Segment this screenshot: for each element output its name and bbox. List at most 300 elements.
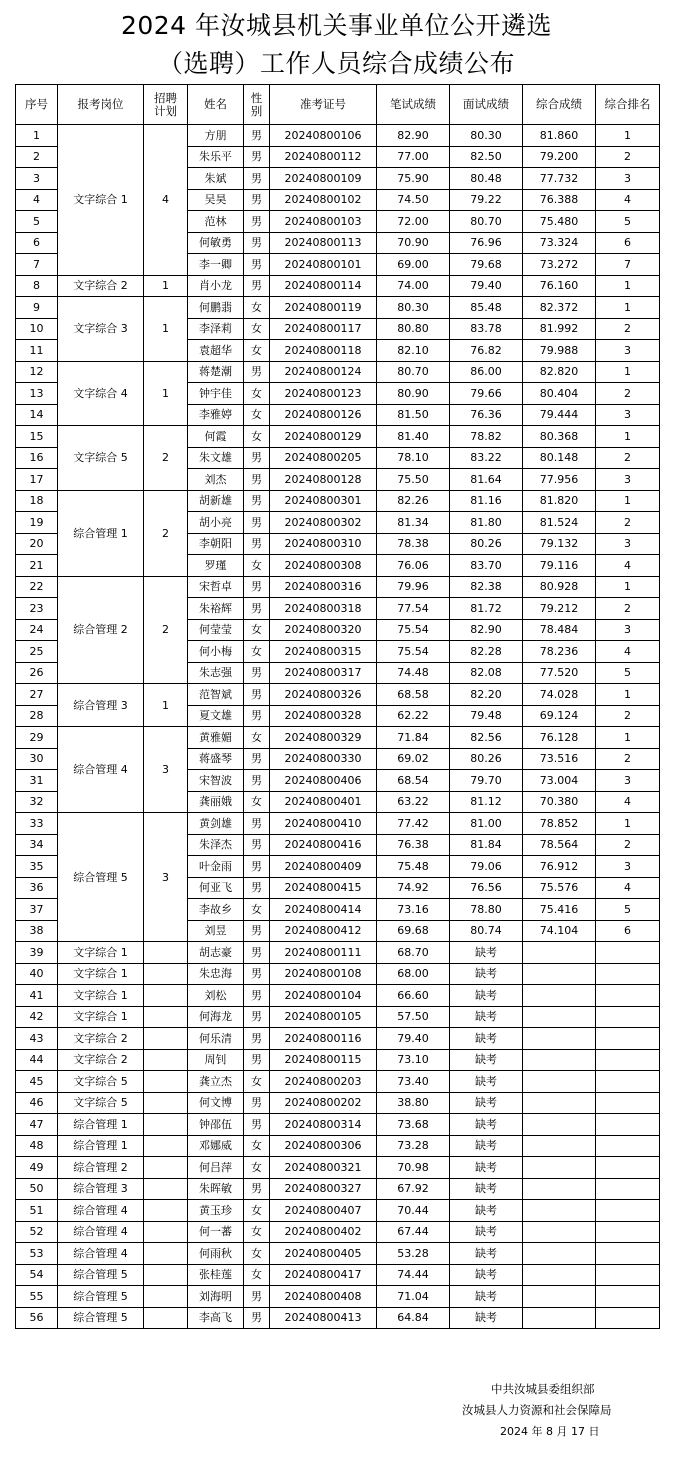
cell-post: 文字综合 1 bbox=[58, 125, 144, 276]
cell-rank bbox=[596, 1135, 660, 1157]
table-row bbox=[16, 1114, 660, 1136]
cell-sex: 男 bbox=[244, 125, 270, 147]
cell-no: 38 bbox=[16, 920, 58, 942]
cell-interview: 缺考 bbox=[450, 1178, 523, 1200]
cell-name: 何文博 bbox=[188, 1092, 244, 1114]
cell-total: 77.732 bbox=[523, 168, 596, 190]
cell-written: 68.54 bbox=[377, 770, 450, 792]
cell-plan bbox=[144, 1114, 188, 1136]
cell-total: 70.380 bbox=[523, 791, 596, 813]
cell-name: 邓娜威 bbox=[188, 1135, 244, 1157]
cell-plan: 1 bbox=[144, 275, 188, 297]
cell-rank: 3 bbox=[596, 168, 660, 190]
cell-rank bbox=[596, 1286, 660, 1308]
table-row bbox=[16, 576, 660, 598]
cell-rank: 1 bbox=[596, 490, 660, 512]
cell-post: 综合管理 4 bbox=[58, 1243, 144, 1265]
cell-name: 范林 bbox=[188, 211, 244, 233]
cell-name: 何亚飞 bbox=[188, 877, 244, 899]
cell-no: 5 bbox=[16, 211, 58, 233]
cell-name: 黄玉珍 bbox=[188, 1200, 244, 1222]
cell-written: 71.84 bbox=[377, 727, 450, 749]
cell-rank: 3 bbox=[596, 856, 660, 878]
cell-written: 70.44 bbox=[377, 1200, 450, 1222]
cell-rank: 1 bbox=[596, 813, 660, 835]
cell-total: 73.516 bbox=[523, 748, 596, 770]
cell-written: 69.00 bbox=[377, 254, 450, 276]
cell-written: 78.38 bbox=[377, 533, 450, 555]
cell-exam-id: 20240800112 bbox=[270, 146, 377, 168]
cell-rank bbox=[596, 1200, 660, 1222]
cell-name: 李朝阳 bbox=[188, 533, 244, 555]
table-row bbox=[16, 1264, 660, 1286]
cell-sex: 男 bbox=[244, 254, 270, 276]
cell-written: 62.22 bbox=[377, 705, 450, 727]
cell-rank bbox=[596, 963, 660, 985]
cell-total bbox=[523, 1049, 596, 1071]
col-header-no: 序号 bbox=[16, 85, 58, 125]
cell-post: 综合管理 5 bbox=[58, 1307, 144, 1329]
table-body bbox=[16, 125, 660, 1329]
cell-post: 综合管理 1 bbox=[58, 1135, 144, 1157]
cell-sex: 男 bbox=[244, 877, 270, 899]
table-row bbox=[16, 1049, 660, 1071]
cell-sex: 女 bbox=[244, 1135, 270, 1157]
cell-total bbox=[523, 1286, 596, 1308]
cell-written: 81.40 bbox=[377, 426, 450, 448]
cell-post: 文字综合 4 bbox=[58, 361, 144, 426]
cell-total bbox=[523, 1157, 596, 1179]
cell-written: 75.50 bbox=[377, 469, 450, 491]
cell-interview: 缺考 bbox=[450, 942, 523, 964]
cell-rank: 3 bbox=[596, 533, 660, 555]
cell-total bbox=[523, 1307, 596, 1329]
cell-exam-id: 20240800103 bbox=[270, 211, 377, 233]
cell-sex: 男 bbox=[244, 856, 270, 878]
cell-written: 80.80 bbox=[377, 318, 450, 340]
cell-total bbox=[523, 1135, 596, 1157]
cell-total: 76.912 bbox=[523, 856, 596, 878]
cell-name: 朱忠海 bbox=[188, 963, 244, 985]
cell-post: 综合管理 4 bbox=[58, 1200, 144, 1222]
cell-rank: 5 bbox=[596, 211, 660, 233]
cell-no: 44 bbox=[16, 1049, 58, 1071]
cell-sex: 男 bbox=[244, 361, 270, 383]
cell-no: 6 bbox=[16, 232, 58, 254]
cell-no: 12 bbox=[16, 361, 58, 383]
cell-rank: 5 bbox=[596, 899, 660, 921]
col-header-written: 笔试成绩 bbox=[377, 85, 450, 125]
cell-interview: 79.06 bbox=[450, 856, 523, 878]
cell-name: 夏文雄 bbox=[188, 705, 244, 727]
cell-interview: 81.00 bbox=[450, 813, 523, 835]
cell-name: 何霞 bbox=[188, 426, 244, 448]
cell-interview: 81.16 bbox=[450, 490, 523, 512]
cell-plan: 2 bbox=[144, 426, 188, 491]
cell-interview: 82.20 bbox=[450, 684, 523, 706]
cell-interview: 83.70 bbox=[450, 555, 523, 577]
cell-post: 文字综合 5 bbox=[58, 1092, 144, 1114]
table-row bbox=[16, 813, 660, 835]
cell-interview: 79.22 bbox=[450, 189, 523, 211]
cell-written: 81.50 bbox=[377, 404, 450, 426]
cell-name: 宋哲卓 bbox=[188, 576, 244, 598]
cell-rank bbox=[596, 1264, 660, 1286]
cell-name: 李一卿 bbox=[188, 254, 244, 276]
cell-no: 41 bbox=[16, 985, 58, 1007]
cell-sex: 男 bbox=[244, 275, 270, 297]
cell-name: 方朋 bbox=[188, 125, 244, 147]
cell-interview: 82.38 bbox=[450, 576, 523, 598]
cell-written: 74.00 bbox=[377, 275, 450, 297]
table-row bbox=[16, 1178, 660, 1200]
cell-post: 文字综合 1 bbox=[58, 1006, 144, 1028]
cell-exam-id: 20240800318 bbox=[270, 598, 377, 620]
cell-total bbox=[523, 1221, 596, 1243]
cell-plan bbox=[144, 1028, 188, 1050]
cell-exam-id: 20240800126 bbox=[270, 404, 377, 426]
cell-sex: 男 bbox=[244, 1049, 270, 1071]
cell-post: 文字综合 5 bbox=[58, 1071, 144, 1093]
cell-interview: 78.82 bbox=[450, 426, 523, 448]
table-row bbox=[16, 1135, 660, 1157]
cell-rank: 4 bbox=[596, 189, 660, 211]
cell-no: 29 bbox=[16, 727, 58, 749]
cell-total: 78.236 bbox=[523, 641, 596, 663]
table-row bbox=[16, 1006, 660, 1028]
cell-written: 69.02 bbox=[377, 748, 450, 770]
cell-sex: 男 bbox=[244, 490, 270, 512]
table-row bbox=[16, 297, 660, 319]
cell-exam-id: 20240800115 bbox=[270, 1049, 377, 1071]
cell-plan: 4 bbox=[144, 125, 188, 276]
cell-sex: 男 bbox=[244, 684, 270, 706]
cell-interview: 缺考 bbox=[450, 1092, 523, 1114]
cell-rank: 3 bbox=[596, 404, 660, 426]
cell-plan: 1 bbox=[144, 361, 188, 426]
cell-name: 朱斌 bbox=[188, 168, 244, 190]
table-row bbox=[16, 1200, 660, 1222]
cell-interview: 85.48 bbox=[450, 297, 523, 319]
cell-no: 49 bbox=[16, 1157, 58, 1179]
cell-rank: 5 bbox=[596, 662, 660, 684]
cell-rank: 4 bbox=[596, 555, 660, 577]
cell-post: 综合管理 5 bbox=[58, 813, 144, 942]
cell-interview: 79.40 bbox=[450, 275, 523, 297]
cell-no: 2 bbox=[16, 146, 58, 168]
cell-name: 刘松 bbox=[188, 985, 244, 1007]
table-row bbox=[16, 1092, 660, 1114]
cell-exam-id: 20240800119 bbox=[270, 297, 377, 319]
cell-plan bbox=[144, 1092, 188, 1114]
cell-plan bbox=[144, 1049, 188, 1071]
cell-exam-id: 20240800109 bbox=[270, 168, 377, 190]
cell-name: 黄雅媚 bbox=[188, 727, 244, 749]
cell-total: 81.860 bbox=[523, 125, 596, 147]
cell-exam-id: 20240800310 bbox=[270, 533, 377, 555]
table-row bbox=[16, 1221, 660, 1243]
cell-written: 82.90 bbox=[377, 125, 450, 147]
cell-interview: 缺考 bbox=[450, 1286, 523, 1308]
cell-written: 66.60 bbox=[377, 985, 450, 1007]
cell-no: 15 bbox=[16, 426, 58, 448]
cell-sex: 男 bbox=[244, 1307, 270, 1329]
col-header-interview: 面试成绩 bbox=[450, 85, 523, 125]
cell-sex: 女 bbox=[244, 791, 270, 813]
cell-total: 79.116 bbox=[523, 555, 596, 577]
cell-plan bbox=[144, 1221, 188, 1243]
cell-total bbox=[523, 1006, 596, 1028]
cell-post: 综合管理 2 bbox=[58, 576, 144, 684]
cell-written: 77.54 bbox=[377, 598, 450, 620]
cell-total: 74.028 bbox=[523, 684, 596, 706]
cell-interview: 缺考 bbox=[450, 985, 523, 1007]
cell-post: 综合管理 5 bbox=[58, 1264, 144, 1286]
cell-rank: 4 bbox=[596, 641, 660, 663]
cell-exam-id: 20240800124 bbox=[270, 361, 377, 383]
cell-rank: 3 bbox=[596, 770, 660, 792]
cell-sex: 女 bbox=[244, 1221, 270, 1243]
cell-name: 何莹莹 bbox=[188, 619, 244, 641]
cell-total bbox=[523, 1114, 596, 1136]
cell-interview: 缺考 bbox=[450, 1221, 523, 1243]
cell-no: 34 bbox=[16, 834, 58, 856]
cell-name: 周钊 bbox=[188, 1049, 244, 1071]
cell-name: 朱泽杰 bbox=[188, 834, 244, 856]
cell-name: 何鹏翡 bbox=[188, 297, 244, 319]
cell-written: 81.34 bbox=[377, 512, 450, 534]
cell-no: 36 bbox=[16, 877, 58, 899]
cell-interview: 81.64 bbox=[450, 469, 523, 491]
cell-interview: 81.12 bbox=[450, 791, 523, 813]
cell-sex: 男 bbox=[244, 146, 270, 168]
cell-exam-id: 20240800205 bbox=[270, 447, 377, 469]
cell-no: 23 bbox=[16, 598, 58, 620]
cell-name: 龚丽娥 bbox=[188, 791, 244, 813]
table-header-row bbox=[16, 85, 660, 125]
cell-sex: 男 bbox=[244, 533, 270, 555]
cell-rank: 4 bbox=[596, 791, 660, 813]
cell-interview: 79.48 bbox=[450, 705, 523, 727]
cell-sex: 女 bbox=[244, 555, 270, 577]
cell-no: 27 bbox=[16, 684, 58, 706]
cell-rank bbox=[596, 1006, 660, 1028]
cell-name: 罗瑾 bbox=[188, 555, 244, 577]
cell-rank: 2 bbox=[596, 383, 660, 405]
cell-name: 钟宇佳 bbox=[188, 383, 244, 405]
cell-no: 40 bbox=[16, 963, 58, 985]
cell-exam-id: 20240800414 bbox=[270, 899, 377, 921]
cell-exam-id: 20240800203 bbox=[270, 1071, 377, 1093]
cell-name: 刘昱 bbox=[188, 920, 244, 942]
cell-plan bbox=[144, 1307, 188, 1329]
cell-no: 10 bbox=[16, 318, 58, 340]
cell-exam-id: 20240800401 bbox=[270, 791, 377, 813]
cell-written: 75.48 bbox=[377, 856, 450, 878]
cell-plan: 3 bbox=[144, 813, 188, 942]
cell-written: 74.48 bbox=[377, 662, 450, 684]
cell-interview: 82.90 bbox=[450, 619, 523, 641]
cell-no: 53 bbox=[16, 1243, 58, 1265]
cell-rank bbox=[596, 1028, 660, 1050]
table-row bbox=[16, 361, 660, 383]
cell-no: 13 bbox=[16, 383, 58, 405]
cell-written: 75.54 bbox=[377, 641, 450, 663]
cell-interview: 82.08 bbox=[450, 662, 523, 684]
cell-written: 82.26 bbox=[377, 490, 450, 512]
table-row bbox=[16, 490, 660, 512]
cell-interview: 79.70 bbox=[450, 770, 523, 792]
cell-rank: 3 bbox=[596, 469, 660, 491]
cell-exam-id: 20240800412 bbox=[270, 920, 377, 942]
cell-exam-id: 20240800407 bbox=[270, 1200, 377, 1222]
cell-exam-id: 20240800417 bbox=[270, 1264, 377, 1286]
cell-no: 37 bbox=[16, 899, 58, 921]
cell-interview: 81.72 bbox=[450, 598, 523, 620]
cell-written: 67.92 bbox=[377, 1178, 450, 1200]
cell-written: 75.90 bbox=[377, 168, 450, 190]
cell-sex: 男 bbox=[244, 512, 270, 534]
cell-written: 77.00 bbox=[377, 146, 450, 168]
cell-interview: 78.80 bbox=[450, 899, 523, 921]
cell-interview: 79.66 bbox=[450, 383, 523, 405]
cell-interview: 81.84 bbox=[450, 834, 523, 856]
cell-exam-id: 20240800327 bbox=[270, 1178, 377, 1200]
cell-exam-id: 20240800301 bbox=[270, 490, 377, 512]
table-row bbox=[16, 963, 660, 985]
cell-rank bbox=[596, 1071, 660, 1093]
cell-sex: 女 bbox=[244, 727, 270, 749]
cell-name: 袁超华 bbox=[188, 340, 244, 362]
table-row bbox=[16, 275, 660, 297]
cell-interview: 缺考 bbox=[450, 1264, 523, 1286]
cell-no: 52 bbox=[16, 1221, 58, 1243]
cell-interview: 76.56 bbox=[450, 877, 523, 899]
cell-no: 48 bbox=[16, 1135, 58, 1157]
cell-sex: 男 bbox=[244, 770, 270, 792]
cell-rank bbox=[596, 1092, 660, 1114]
cell-total: 80.368 bbox=[523, 426, 596, 448]
cell-name: 胡新雄 bbox=[188, 490, 244, 512]
cell-sex: 男 bbox=[244, 942, 270, 964]
cell-post: 文字综合 2 bbox=[58, 275, 144, 297]
cell-interview: 缺考 bbox=[450, 1028, 523, 1050]
cell-exam-id: 20240800330 bbox=[270, 748, 377, 770]
cell-written: 73.10 bbox=[377, 1049, 450, 1071]
cell-plan: 3 bbox=[144, 727, 188, 813]
cell-no: 7 bbox=[16, 254, 58, 276]
cell-total: 79.200 bbox=[523, 146, 596, 168]
cell-written: 73.68 bbox=[377, 1114, 450, 1136]
cell-interview: 80.26 bbox=[450, 533, 523, 555]
cell-name: 宋智波 bbox=[188, 770, 244, 792]
cell-name: 何敏勇 bbox=[188, 232, 244, 254]
cell-sex: 男 bbox=[244, 748, 270, 770]
cell-sex: 男 bbox=[244, 232, 270, 254]
cell-written: 77.42 bbox=[377, 813, 450, 835]
cell-total: 75.416 bbox=[523, 899, 596, 921]
cell-exam-id: 20240800202 bbox=[270, 1092, 377, 1114]
cell-sex: 男 bbox=[244, 1178, 270, 1200]
cell-plan: 2 bbox=[144, 490, 188, 576]
cell-total bbox=[523, 1071, 596, 1093]
cell-exam-id: 20240800329 bbox=[270, 727, 377, 749]
cell-exam-id: 20240800116 bbox=[270, 1028, 377, 1050]
cell-written: 70.90 bbox=[377, 232, 450, 254]
cell-no: 39 bbox=[16, 942, 58, 964]
cell-name: 胡小亮 bbox=[188, 512, 244, 534]
cell-written: 78.10 bbox=[377, 447, 450, 469]
cell-no: 33 bbox=[16, 813, 58, 835]
table-row bbox=[16, 1157, 660, 1179]
page-title-line-2: （选聘）工作人员综合成绩公布 bbox=[157, 49, 515, 78]
cell-written: 68.00 bbox=[377, 963, 450, 985]
cell-sex: 男 bbox=[244, 1286, 270, 1308]
cell-post: 综合管理 2 bbox=[58, 1157, 144, 1179]
cell-total: 79.132 bbox=[523, 533, 596, 555]
cell-name: 李雅婷 bbox=[188, 404, 244, 426]
cell-name: 蒋盛琴 bbox=[188, 748, 244, 770]
cell-written: 82.10 bbox=[377, 340, 450, 362]
cell-no: 8 bbox=[16, 275, 58, 297]
cell-sex: 女 bbox=[244, 426, 270, 448]
cell-sex: 女 bbox=[244, 340, 270, 362]
cell-written: 38.80 bbox=[377, 1092, 450, 1114]
cell-interview: 76.96 bbox=[450, 232, 523, 254]
table-row bbox=[16, 1307, 660, 1329]
cell-plan bbox=[144, 1071, 188, 1093]
cell-total: 73.324 bbox=[523, 232, 596, 254]
cell-exam-id: 20240800413 bbox=[270, 1307, 377, 1329]
cell-rank: 3 bbox=[596, 340, 660, 362]
cell-name: 朱晖敏 bbox=[188, 1178, 244, 1200]
cell-rank bbox=[596, 1221, 660, 1243]
cell-interview: 76.36 bbox=[450, 404, 523, 426]
cell-exam-id: 20240800118 bbox=[270, 340, 377, 362]
cell-no: 1 bbox=[16, 125, 58, 147]
table-row bbox=[16, 985, 660, 1007]
cell-exam-id: 20240800102 bbox=[270, 189, 377, 211]
cell-total: 79.444 bbox=[523, 404, 596, 426]
cell-rank bbox=[596, 1307, 660, 1329]
cell-post: 综合管理 1 bbox=[58, 1114, 144, 1136]
cell-written: 76.38 bbox=[377, 834, 450, 856]
cell-exam-id: 20240800101 bbox=[270, 254, 377, 276]
cell-interview: 缺考 bbox=[450, 963, 523, 985]
cell-written: 73.40 bbox=[377, 1071, 450, 1093]
cell-rank: 4 bbox=[596, 877, 660, 899]
cell-rank bbox=[596, 1243, 660, 1265]
cell-rank: 2 bbox=[596, 748, 660, 770]
cell-no: 31 bbox=[16, 770, 58, 792]
cell-name: 何海龙 bbox=[188, 1006, 244, 1028]
cell-sex: 女 bbox=[244, 318, 270, 340]
cell-sex: 男 bbox=[244, 189, 270, 211]
cell-name: 叶金雨 bbox=[188, 856, 244, 878]
cell-interview: 82.28 bbox=[450, 641, 523, 663]
cell-total: 81.820 bbox=[523, 490, 596, 512]
cell-no: 56 bbox=[16, 1307, 58, 1329]
footer-org-1: 中共汝城县委组织部 bbox=[491, 1382, 595, 1396]
cell-exam-id: 20240800123 bbox=[270, 383, 377, 405]
cell-interview: 81.80 bbox=[450, 512, 523, 534]
cell-interview: 82.56 bbox=[450, 727, 523, 749]
cell-sex: 男 bbox=[244, 813, 270, 835]
cell-total: 82.372 bbox=[523, 297, 596, 319]
cell-exam-id: 20240800406 bbox=[270, 770, 377, 792]
cell-name: 何小梅 bbox=[188, 641, 244, 663]
cell-rank bbox=[596, 1049, 660, 1071]
